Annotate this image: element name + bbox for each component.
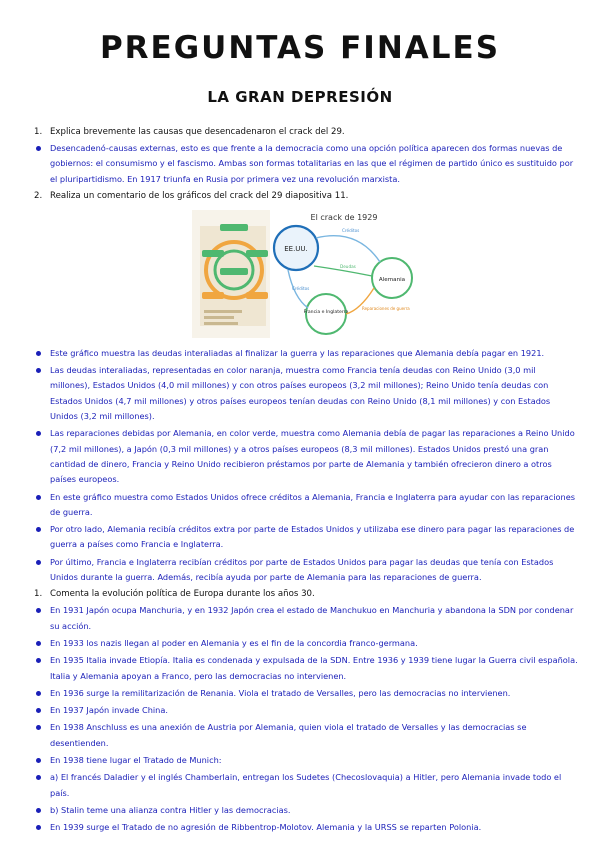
question-text: Comenta la evolución política de Europa durante los años 30.	[50, 589, 315, 600]
label-deudas: Deudas	[340, 263, 356, 269]
question-text: Explica brevemente las causas que desencadenaron el crack del 29.	[50, 127, 345, 137]
answer-bullet: En 1938 tiene lugar el Tratado de Munich:	[34, 753, 578, 768]
cycle-node-right	[246, 250, 268, 257]
node-alemania-label: Alemania	[378, 276, 406, 283]
question-text: Realiza un comentario de los gráficos del crack del 29 diapositiva 11.	[50, 190, 349, 201]
debts-cycle-graphic	[200, 224, 268, 326]
legend-line-1	[204, 310, 242, 313]
crack-1929-diagram	[192, 210, 418, 338]
bullet-icon	[36, 825, 41, 830]
question-number: 1.	[34, 589, 43, 600]
cycle-node-left	[202, 250, 224, 257]
question-3	[34, 587, 578, 602]
bullet-icon	[36, 658, 41, 663]
bullet-icon	[36, 641, 41, 646]
node-francia-label: Francia e Inglaterra	[303, 309, 349, 315]
legend-line-3	[204, 322, 238, 325]
bullet-icon	[36, 758, 41, 763]
bullet-icon	[36, 351, 41, 356]
page-subtitle: LA GRAN DEPRESIÓN	[207, 88, 393, 106]
bullet-icon	[36, 495, 41, 500]
node-eeuu-label: EE.UU.	[284, 244, 308, 253]
diagram-title: El crack de 1929	[310, 212, 378, 222]
content	[34, 124, 578, 838]
page-title: PREGUNTAS FINALES	[99, 30, 501, 66]
bullet-icon	[36, 146, 41, 151]
answer-bullet: Por otro lado, Alemania recibía créditos extra por parte de Estados Unidos y utilizaba ese dinero para pagar las reparaciones de guerra a países como Francia e Inglaterra.	[34, 522, 578, 553]
answer-bullet: Desencadenó-causas externas, esto es que frente a la democracia como una opción política aparecen dos formas nuevas de gobiernos: el consumismo y el fascismo. Ambas son formas totalitarias en las que el régimen de partido único es sustituido por el pluripartidismo. En 1917 triunfa en Rusia por primera vez una revolución marxista.	[34, 141, 578, 187]
diagram-area	[34, 210, 578, 338]
bullet-icon	[36, 808, 41, 813]
answer-bullet: En 1936 surge la remilitarización de Renania. Viola el tratado de Versalles, pero las democracias no intervienen.	[34, 686, 578, 701]
answer-bullet: Las reparaciones debidas por Alemania, en color verde, muestra como Alemania debía de pagar las reparaciones a Reino Unido (7,2 mil millones), a Japón (0,3 mil millones) y a otros países europeos (8,3 mil millones). Estados Unidos prestó una gran cantidad de dinero, Francia y Reino Unido recibieron préstamos por parte de Alemania y también ofrecieron dinero a otros países europeos.	[34, 426, 578, 487]
label-creditos: Créditos	[342, 227, 360, 233]
bullet-icon	[36, 725, 41, 730]
answer-bullet: a) El francés Daladier y el inglés Chamberlain, entregan los Sudetes (Checoslovaquia) a Hitler, pero Alemania invade todo el país.	[34, 770, 578, 801]
answer-bullet: En este gráfico muestra como Estados Unidos ofrece créditos a Alemania, Francia e Inglaterra para ayudar con las reparaciones de guerra.	[34, 490, 578, 521]
answer-bullet: En 1938 Anschluss es una anexión de Austria por Alemania, quien viola el tratado de Versalles y las democracias se desentienden.	[34, 720, 578, 751]
answer-bullet: En 1933 los nazis llegan al poder en Alemania y es el fin de la concordia franco-germana.	[34, 636, 578, 651]
answer-bullet: b) Stalin teme una alianza contra Hitler y las democracias.	[34, 803, 578, 818]
cycle-node-bottom-right	[246, 292, 268, 299]
answer-bullet: En 1931 Japón ocupa Manchuria, y en 1932 Japón crea el estado de Manchukuo en Manchuria y abandona la SDN por condenar su acción.	[34, 603, 578, 634]
question-number: 1.	[34, 127, 43, 137]
bullet-icon	[36, 691, 41, 696]
label-reparaciones: Reparaciones de guerra	[362, 305, 410, 311]
question-2	[34, 189, 578, 204]
legend-line-2	[204, 316, 234, 319]
cycle-node-top	[220, 224, 248, 231]
cycle-node-bottom-left	[202, 292, 224, 299]
bullet-icon	[36, 527, 41, 532]
bullet-icon	[36, 775, 41, 780]
cycle-node-center	[220, 268, 248, 275]
question-1	[34, 125, 578, 140]
bullet-icon	[36, 708, 41, 713]
answer-bullet: En 1939 surge el Tratado de no agresión de Ribbentrop-Molotov. Alemania y la URSS se reparten Polonia.	[34, 820, 578, 835]
bullet-icon	[36, 608, 41, 613]
bullet-icon	[36, 560, 41, 565]
bullet-icon	[36, 431, 41, 436]
answer-bullet: Por último, Francia e Inglaterra recibían créditos por parte de Estados Unidos para pagar las deudas que tenía con Estados Unidos durante la guerra. Además, recibía ayuda por parte de Alemania para las reparaciones de guerra.	[34, 555, 578, 586]
answer-bullet: Este gráfico muestra las deudas interaliadas al finalizar la guerra y las reparaciones que Alemania debía pagar en 1921.	[34, 346, 578, 361]
answer-bullet: En 1935 Italia invade Etiopía. Italia es condenada y expulsada de la SDN. Entre 1936 y 1939 tiene lugar la Guerra civil española. Italia y Alemania apoyan a Franco, pero las democracias no intervienen.	[34, 653, 578, 684]
answer-bullet: Las deudas interaliadas, representadas en color naranja, muestra como Francia tenía deudas con Reino Unido (3,0 mil millones), Estados Unidos (4,0 mil millones) y con otros países europeos (3,2 mil millones); Reino Unido tenía deudas con Estados Unidos (4,7 mil millones) y otros países europeos tenían deudas con Reino Unido (8,1 mil millones) y con Estados Unidos (3,2 mil millones).	[34, 363, 578, 424]
label-creditos-2: Créditos	[292, 285, 310, 291]
question-number: 2.	[34, 190, 43, 201]
bullet-icon	[36, 368, 41, 373]
answer-bullet: En 1937 Japón invade China.	[34, 703, 578, 718]
